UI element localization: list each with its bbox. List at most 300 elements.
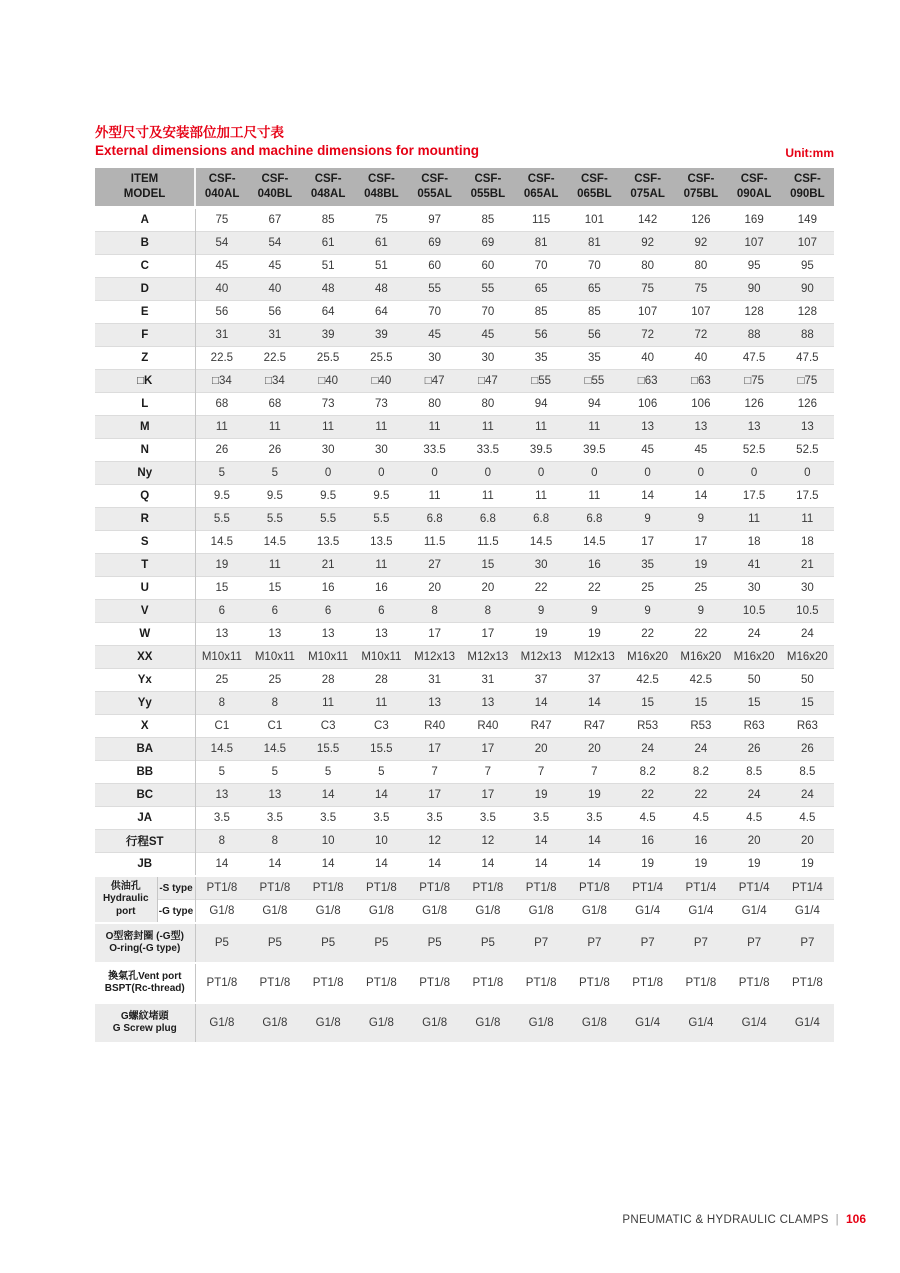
dimension-cell: 85 xyxy=(461,208,514,232)
dimension-cell: 51 xyxy=(302,255,355,278)
port-value-cell: P5 xyxy=(302,923,355,963)
port-value-cell: PT1/8 xyxy=(302,963,355,1003)
model-code: 040BL xyxy=(257,188,293,200)
table-row xyxy=(95,876,834,900)
model-prefix: CSF- xyxy=(527,173,555,186)
dimension-cell: 70 xyxy=(515,255,568,278)
port-value-cell: G1/8 xyxy=(302,900,355,924)
item-label: ITEM xyxy=(130,173,159,186)
dimension-cell: 8 xyxy=(195,830,248,853)
dimension-cell: 22 xyxy=(674,784,727,807)
dimension-cell: 126 xyxy=(728,393,781,416)
dimension-cell: 106 xyxy=(621,393,674,416)
dimension-cell: 22.5 xyxy=(195,347,248,370)
dimension-cell: 39 xyxy=(355,324,408,347)
dimension-cell: 30 xyxy=(728,577,781,600)
dimension-cell: 37 xyxy=(568,669,621,692)
model-code: 048BL xyxy=(364,188,399,200)
dimension-cell: 20 xyxy=(461,577,514,600)
dimension-cell: 6.8 xyxy=(408,508,461,531)
dimension-cell: □40 xyxy=(355,370,408,393)
dimension-cell: 45 xyxy=(674,439,727,462)
dimension-cell: 20 xyxy=(781,830,834,853)
dimension-cell: 20 xyxy=(515,738,568,761)
dimension-cell: 14.5 xyxy=(248,531,301,554)
dimension-cell: 9 xyxy=(621,600,674,623)
dimension-cell: 92 xyxy=(621,232,674,255)
model-prefix: CSF- xyxy=(634,173,662,186)
dimension-cell: 128 xyxy=(728,301,781,324)
dimension-cell: 3.5 xyxy=(568,807,621,830)
port-value-cell: G1/4 xyxy=(621,900,674,924)
dimension-cell: 13.5 xyxy=(302,531,355,554)
dimension-cell: 15 xyxy=(248,577,301,600)
port-value-cell: G1/8 xyxy=(195,900,248,924)
table-row xyxy=(95,416,834,439)
dimension-cell: 15 xyxy=(781,692,834,715)
dimension-cell: M16x20 xyxy=(781,646,834,669)
row-label: W xyxy=(95,623,195,646)
dimension-cell: 14.5 xyxy=(248,738,301,761)
dimension-cell: 85 xyxy=(568,301,621,324)
dimension-cell: 24 xyxy=(621,738,674,761)
port-value-cell: PT1/4 xyxy=(674,876,727,900)
dimension-cell: □55 xyxy=(568,370,621,393)
dimension-cell: R47 xyxy=(568,715,621,738)
dimension-cell: 21 xyxy=(302,554,355,577)
port-value-cell: P5 xyxy=(248,923,301,963)
table-row xyxy=(95,301,834,324)
model-prefix: CSF- xyxy=(367,173,395,186)
dimension-cell: 60 xyxy=(461,255,514,278)
dimension-cell: 68 xyxy=(248,393,301,416)
table-row xyxy=(95,761,834,784)
dimension-cell: 73 xyxy=(355,393,408,416)
dimension-cell: R40 xyxy=(461,715,514,738)
port-value-cell: PT1/8 xyxy=(728,963,781,1003)
dimension-cell: 8.5 xyxy=(781,761,834,784)
dimension-cell: 12 xyxy=(461,830,514,853)
dimension-cell: 14 xyxy=(515,692,568,715)
dimension-cell: 3.5 xyxy=(248,807,301,830)
dimension-cell: 14 xyxy=(674,485,727,508)
dimension-cell: 14.5 xyxy=(568,531,621,554)
table-row xyxy=(95,232,834,255)
model-prefix: CSF- xyxy=(314,173,342,186)
dimension-cell: 19 xyxy=(568,623,621,646)
title-block xyxy=(95,125,834,160)
dimension-cell: 56 xyxy=(568,324,621,347)
dimension-cell: 16 xyxy=(355,577,408,600)
dimension-cell: M16x20 xyxy=(621,646,674,669)
dimension-cell: M10x11 xyxy=(355,646,408,669)
dimension-cell: 80 xyxy=(674,255,727,278)
dimension-cell: 17 xyxy=(674,531,727,554)
dimension-cell: 5 xyxy=(248,462,301,485)
dimension-cell: 19 xyxy=(781,853,834,877)
dimension-cell: 0 xyxy=(355,462,408,485)
dimension-cell: □75 xyxy=(781,370,834,393)
dimension-cell: 5 xyxy=(355,761,408,784)
row-label: V xyxy=(95,600,195,623)
dimension-cell: 3.5 xyxy=(355,807,408,830)
dimension-cell: 11 xyxy=(461,416,514,439)
dimension-cell: 5.5 xyxy=(302,508,355,531)
dimension-cell: 39.5 xyxy=(568,439,621,462)
dimension-cell: 8 xyxy=(461,600,514,623)
dimension-cell: 19 xyxy=(621,853,674,877)
dimension-cell: 26 xyxy=(728,738,781,761)
dimension-cell: 107 xyxy=(728,232,781,255)
dimension-cell: 48 xyxy=(302,278,355,301)
dimension-cell: 56 xyxy=(195,301,248,324)
dimension-cell: 70 xyxy=(461,301,514,324)
table-row xyxy=(95,278,834,301)
dimension-cell: 40 xyxy=(248,278,301,301)
dimension-cell: □34 xyxy=(195,370,248,393)
dimension-cell: 22 xyxy=(621,623,674,646)
dimension-cell: 30 xyxy=(781,577,834,600)
table-row xyxy=(95,393,834,416)
dimension-cell: 17.5 xyxy=(781,485,834,508)
dimension-cell: 17 xyxy=(408,738,461,761)
table-row xyxy=(95,923,834,963)
port-value-cell: G1/4 xyxy=(781,900,834,924)
port-value-cell: G1/8 xyxy=(515,900,568,924)
dimension-cell: 22 xyxy=(568,577,621,600)
dimension-cell: 11 xyxy=(568,416,621,439)
dimension-cell: 65 xyxy=(515,278,568,301)
dimension-cell: □63 xyxy=(621,370,674,393)
dimension-cell: 12 xyxy=(408,830,461,853)
dimension-cell: 14 xyxy=(568,830,621,853)
dimension-cell: 6 xyxy=(248,600,301,623)
dimension-cell: 101 xyxy=(568,208,621,232)
row-label: N xyxy=(95,439,195,462)
dimension-cell: 16 xyxy=(674,830,727,853)
dimension-cell: M10x11 xyxy=(195,646,248,669)
dimension-cell: 13 xyxy=(674,416,727,439)
dimension-cell: 14.5 xyxy=(195,531,248,554)
dimension-cell: 7 xyxy=(515,761,568,784)
dimension-cell: 126 xyxy=(781,393,834,416)
port-label-line1: 供油孔 xyxy=(110,880,141,892)
dimension-cell: 11 xyxy=(195,416,248,439)
dimension-cell: 11 xyxy=(568,485,621,508)
row-label: Q xyxy=(95,485,195,508)
dimension-cell: 94 xyxy=(515,393,568,416)
dimension-cell: 81 xyxy=(515,232,568,255)
model-label: MODEL xyxy=(123,188,166,200)
dimension-cell: 24 xyxy=(781,784,834,807)
dimension-cell: 149 xyxy=(781,208,834,232)
port-value-cell: PT1/8 xyxy=(568,876,621,900)
dimension-cell: R53 xyxy=(674,715,727,738)
dimension-cell: 14.5 xyxy=(515,531,568,554)
dimension-cell: 30 xyxy=(515,554,568,577)
dimension-cell: 64 xyxy=(302,301,355,324)
dimension-cell: 69 xyxy=(408,232,461,255)
dimension-cell: 19 xyxy=(674,554,727,577)
dimension-cell: 40 xyxy=(674,347,727,370)
port-value-cell: G1/8 xyxy=(248,900,301,924)
dimension-cell: 26 xyxy=(248,439,301,462)
port-value-cell: PT1/4 xyxy=(728,876,781,900)
dimension-cell: 25 xyxy=(248,669,301,692)
dimension-cell: 95 xyxy=(728,255,781,278)
dimension-cell: 6.8 xyxy=(461,508,514,531)
dimension-cell: 25.5 xyxy=(355,347,408,370)
row-label: F xyxy=(95,324,195,347)
dimension-cell: 13 xyxy=(248,784,301,807)
model-column-header xyxy=(674,168,727,208)
dimension-cell: 18 xyxy=(781,531,834,554)
dimension-cell: 17 xyxy=(408,784,461,807)
table-body xyxy=(95,208,834,1043)
dimension-cell: 0 xyxy=(728,462,781,485)
row-label: JB xyxy=(95,853,195,877)
port-value-cell: PT1/8 xyxy=(248,963,301,1003)
dimension-cell: R63 xyxy=(781,715,834,738)
port-value-cell: P7 xyxy=(728,923,781,963)
dimension-cell: 95 xyxy=(781,255,834,278)
port-value-cell: G1/8 xyxy=(355,1003,408,1042)
port-value-cell: G1/8 xyxy=(568,1003,621,1042)
dimension-cell: 13 xyxy=(781,416,834,439)
dimension-cell: 72 xyxy=(674,324,727,347)
dimension-cell: 5.5 xyxy=(195,508,248,531)
dimension-cell: 88 xyxy=(728,324,781,347)
dimension-cell: □40 xyxy=(302,370,355,393)
dimension-cell: 4.5 xyxy=(621,807,674,830)
dimension-cell: 25 xyxy=(195,669,248,692)
dimension-cell: 28 xyxy=(355,669,408,692)
port-label-line2: Hydraulic port xyxy=(102,893,149,917)
dimension-cell: 15 xyxy=(674,692,727,715)
row-label: BA xyxy=(95,738,195,761)
table-row xyxy=(95,623,834,646)
dimension-cell: 9 xyxy=(568,600,621,623)
dimension-cell: 20 xyxy=(728,830,781,853)
dimension-cell: 30 xyxy=(355,439,408,462)
row-label: M xyxy=(95,416,195,439)
dimension-cell: 107 xyxy=(781,232,834,255)
dimension-cell: 11 xyxy=(355,554,408,577)
dimension-cell: 22 xyxy=(515,577,568,600)
port-value-cell: PT1/4 xyxy=(621,876,674,900)
dimension-cell: 15 xyxy=(728,692,781,715)
dimension-cell: M10x11 xyxy=(248,646,301,669)
dimension-cell: 70 xyxy=(568,255,621,278)
port-value-cell: PT1/8 xyxy=(355,876,408,900)
dimension-cell: 75 xyxy=(621,278,674,301)
dimension-cell: 3.5 xyxy=(515,807,568,830)
port-value-cell: PT1/8 xyxy=(355,963,408,1003)
dimension-cell: 5 xyxy=(195,462,248,485)
dimension-cell: 30 xyxy=(302,439,355,462)
dimension-cell: 11 xyxy=(248,416,301,439)
dimension-cell: 17 xyxy=(408,623,461,646)
port-label-line2: G Screw plug xyxy=(112,1023,177,1034)
row-label: C xyxy=(95,255,195,278)
dimension-cell: 92 xyxy=(674,232,727,255)
table-row xyxy=(95,807,834,830)
row-label: L xyxy=(95,393,195,416)
dimension-cell: 26 xyxy=(195,439,248,462)
dimension-cell: R63 xyxy=(728,715,781,738)
port-value-cell: PT1/8 xyxy=(408,876,461,900)
dimension-cell: C3 xyxy=(355,715,408,738)
dimension-cell: 14 xyxy=(515,853,568,877)
port-label-line1: G螺紋堵頭 xyxy=(120,1010,169,1022)
model-prefix: CSF- xyxy=(740,173,768,186)
dimension-cell: 54 xyxy=(248,232,301,255)
dimension-cell: 75 xyxy=(674,278,727,301)
dimension-cell: 14 xyxy=(568,692,621,715)
port-value-cell: PT1/8 xyxy=(568,963,621,1003)
port-value-cell: G1/8 xyxy=(195,1003,248,1042)
dimension-cell: 47.5 xyxy=(781,347,834,370)
dimension-cell: 33.5 xyxy=(461,439,514,462)
dimension-cell: 19 xyxy=(568,784,621,807)
port-value-cell: PT1/8 xyxy=(461,876,514,900)
table-row xyxy=(95,208,834,232)
dimension-cell: 17 xyxy=(621,531,674,554)
dimension-cell: M16x20 xyxy=(674,646,727,669)
dimension-cell: 6 xyxy=(302,600,355,623)
row-label: Yx xyxy=(95,669,195,692)
port-value-cell: G1/8 xyxy=(355,900,408,924)
model-prefix: CSF- xyxy=(261,173,289,186)
dimension-cell: 16 xyxy=(621,830,674,853)
model-prefix: CSF- xyxy=(421,173,449,186)
dimension-cell: 11 xyxy=(355,416,408,439)
dimension-cell: 25.5 xyxy=(302,347,355,370)
dimension-cell: 54 xyxy=(195,232,248,255)
dimension-cell: 10.5 xyxy=(728,600,781,623)
dimension-cell: 42.5 xyxy=(674,669,727,692)
dimension-cell: 20 xyxy=(408,577,461,600)
dimension-cell: 39 xyxy=(302,324,355,347)
dimension-cell: 88 xyxy=(781,324,834,347)
item-model-header xyxy=(95,168,195,208)
dimension-cell: 28 xyxy=(302,669,355,692)
row-label: R xyxy=(95,508,195,531)
model-column-header xyxy=(621,168,674,208)
dimension-cell: 5 xyxy=(248,761,301,784)
dimension-cell: 0 xyxy=(302,462,355,485)
dimension-cell: 9 xyxy=(674,508,727,531)
model-code: 090AL xyxy=(736,188,772,200)
dimension-cell: 13 xyxy=(195,784,248,807)
dimension-cell: 24 xyxy=(728,784,781,807)
dimension-cell: 15 xyxy=(195,577,248,600)
dimension-cell: 9.5 xyxy=(195,485,248,508)
port-value-cell: PT1/8 xyxy=(195,963,248,1003)
dimension-cell: 19 xyxy=(515,784,568,807)
dimension-cell: M16x20 xyxy=(728,646,781,669)
model-column-header xyxy=(515,168,568,208)
table-row xyxy=(95,830,834,853)
table-row xyxy=(95,255,834,278)
dimension-cell: 40 xyxy=(195,278,248,301)
port-value-cell: P7 xyxy=(568,923,621,963)
dimension-cell: 68 xyxy=(195,393,248,416)
dimension-cell: 8.2 xyxy=(674,761,727,784)
row-label: T xyxy=(95,554,195,577)
table-header-row xyxy=(95,168,834,208)
port-label-line1: O型密封圈 (-G型) xyxy=(105,930,184,942)
port-value-cell: PT1/8 xyxy=(621,963,674,1003)
table-row xyxy=(95,853,834,877)
dimension-cell: 4.5 xyxy=(674,807,727,830)
port-value-cell: P7 xyxy=(621,923,674,963)
table-row xyxy=(95,439,834,462)
dimension-cell: 35 xyxy=(515,347,568,370)
table-row xyxy=(95,692,834,715)
port-value-cell: P5 xyxy=(408,923,461,963)
dimension-cell: 27 xyxy=(408,554,461,577)
row-label: D xyxy=(95,278,195,301)
model-prefix: CSF- xyxy=(793,173,821,186)
dimension-cell: 6.8 xyxy=(568,508,621,531)
dimension-cell: 80 xyxy=(461,393,514,416)
table-row xyxy=(95,508,834,531)
dimension-cell: 15.5 xyxy=(302,738,355,761)
dimension-cell: 6.8 xyxy=(515,508,568,531)
dimension-cell: 11 xyxy=(781,508,834,531)
port-value-cell: G1/8 xyxy=(461,1003,514,1042)
dimension-cell: 26 xyxy=(781,738,834,761)
dimension-cell: 8 xyxy=(248,830,301,853)
dimension-cell: 48 xyxy=(355,278,408,301)
row-label: E xyxy=(95,301,195,324)
port-value-cell: PT1/8 xyxy=(515,963,568,1003)
dimension-cell: R53 xyxy=(621,715,674,738)
table-row xyxy=(95,669,834,692)
dimension-cell: 18 xyxy=(728,531,781,554)
row-label: BB xyxy=(95,761,195,784)
dimension-cell: □63 xyxy=(674,370,727,393)
table-row xyxy=(95,784,834,807)
table-row xyxy=(95,646,834,669)
port-value-cell: G1/4 xyxy=(728,900,781,924)
dimension-cell: 11.5 xyxy=(461,531,514,554)
dimension-cell: 107 xyxy=(621,301,674,324)
dimension-cell: M12x13 xyxy=(568,646,621,669)
dimension-cell: 30 xyxy=(408,347,461,370)
dimension-cell: 5.5 xyxy=(355,508,408,531)
dimension-cell: 13 xyxy=(621,416,674,439)
footer-text: PNEUMATIC & HYDRAULIC CLAMPS xyxy=(622,1214,829,1226)
dimension-cell: 106 xyxy=(674,393,727,416)
dimension-cell: 13 xyxy=(461,692,514,715)
row-label: Z xyxy=(95,347,195,370)
dimension-cell: 19 xyxy=(728,853,781,877)
model-column-header xyxy=(461,168,514,208)
port-value-cell: PT1/8 xyxy=(461,963,514,1003)
dimension-cell: 5.5 xyxy=(248,508,301,531)
dimension-cell: 11 xyxy=(302,692,355,715)
dimension-cell: 11 xyxy=(408,485,461,508)
dimension-cell: 30 xyxy=(461,347,514,370)
row-label: Yy xyxy=(95,692,195,715)
dimension-cell: 45 xyxy=(621,439,674,462)
dimension-cell: 21 xyxy=(781,554,834,577)
table-row xyxy=(95,715,834,738)
port-value-cell: PT1/8 xyxy=(302,876,355,900)
dimension-cell: 24 xyxy=(674,738,727,761)
